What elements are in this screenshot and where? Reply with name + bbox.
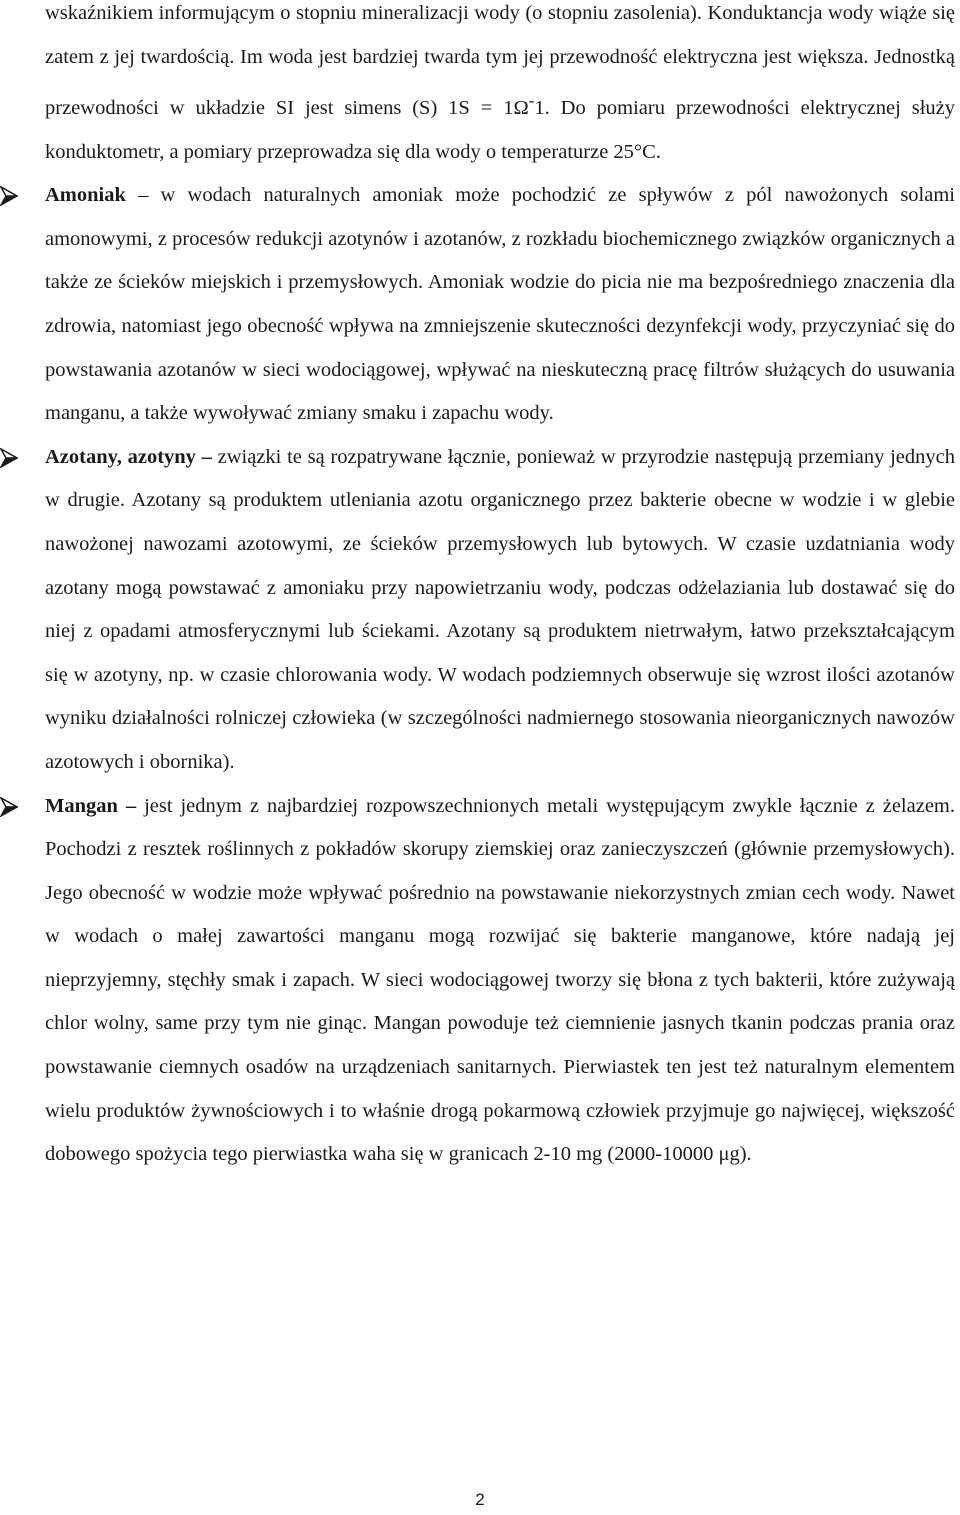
bullet-separator: – <box>125 184 161 207</box>
bullet-term: Azotany, azotyny <box>45 445 196 468</box>
bullet-text: jest jednym z najbardziej rozpowszechnionych metali występującym zwykle łącznie z żelazem. Pochodzi z resztek roślinnych z pokładów skorupy ziemskiej oraz zanieczyszczeń (głównie przemysłowych). Jego obecność w wodzie może wpływać pośrednio na powstawanie niekorzystnych zmian cech wody. Nawet w wodach o małej zawartości manganu mogą rozwijać się bakterie manganowe, które nadają jej nieprzyjemny, stęchły smak i zapach. W sieci wodociągowej tworzy się błona z tych bakterii, które zużywają chlor wolny, same przy tym nie ginąc. Mangan powoduje też ciemnienie jasnych tkanin podczas prania oraz powstawanie ciemnych osadów na urządzeniach sanitarnych. Pierwiastek ten jest też naturalnym elementem wielu produktów żywnościowych i to właśnie drogą pokarmową człowiek przyjmuje go najwięcej, większość dobowego spożycia tego pierwiastka waha się w granicach 2-10 mg (2000-10000 μg). <box>45 794 955 1166</box>
intro-text-after: 1. Do pomiaru przewodności elektrycznej służy konduktometr, a pomiary przeprowadza się dla wody o temperaturze 25°C. <box>45 97 955 163</box>
intro-paragraph <box>45 0 955 174</box>
bullet-item-amoniak <box>45 174 955 436</box>
bullet-text: związki te są rozpatrywane łącznie, ponieważ w przyrodzie następują przemiany jednych w drugie. Azotany są produktem utleniania azotu organicznego przez bakterie obecne w wodzie i w glebie nawożonej nawozami azotowymi, ze ścieków przemysłowych lub bytowych. W czasie uzdatniania wody azotany mogą powstawać z amoniaku przy napowietrzaniu wody, podczas odżelaziania lub dostawać się do niej z opadami atmosferycznymi lub ściekami. Azotany są produktem nietrwałym, łatwo przekształcającym się w azotyny, np. w czasie chlorowania wody. W wodach podziemnych obserwuje się wzrost ilości azotanów wyniku działalności rolniczej człowieka (w szczególności nadmiernego stosowania nieorganicznych nawozów azotowych i obornika). <box>45 445 956 773</box>
arrowhead-bullet-icon <box>0 797 18 817</box>
bullet-separator: – <box>117 794 145 817</box>
arrowhead-bullet-icon <box>0 448 18 468</box>
bullet-term: Amoniak <box>45 184 126 207</box>
bullet-text: w wodach naturalnych amoniak może pochodzić ze spływów z pól nawożonych solami amonowymi, z procesów redukcji azotynów i azotanów, z rozkładu biochemicznego związków organicznych a także ze ścieków miejskich i przemysłowych. Amoniak wodzie do picia nie ma bezpośredniego znaczenia dla zdrowia, natomiast jego obecność wpływa na zmniejszenie skuteczności dezynfekcji wody, przyczyniać się do powstawania azotanów w sieci wodociągowej, wpływać na nieskuteczną pracę filtrów służących do usuwania manganu, a także wywoływać zmiany smaku i zapachu wody. <box>45 184 955 425</box>
page-number: 2 <box>475 1490 485 1509</box>
bullet-item-mangan <box>45 785 955 1177</box>
arrowhead-bullet-icon <box>0 186 18 206</box>
intro-text: wskaźnikiem informującym o stopniu mineralizacji wody (o stopniu zasolenia). Konduktancja wody wiąże się zatem z jej twardością. Im woda jest bardziej twarda tym jej przewodność elektryczna jest większa. Jednostką przewodności w układzie SI jest simens (S) 1S = 1Ω <box>45 2 955 120</box>
document-body <box>45 0 955 1177</box>
bullet-term: Mangan <box>45 794 118 817</box>
bullet-separator: – <box>195 445 218 468</box>
bullet-item-azotany <box>45 436 955 785</box>
intro-superscript: - <box>528 91 535 111</box>
